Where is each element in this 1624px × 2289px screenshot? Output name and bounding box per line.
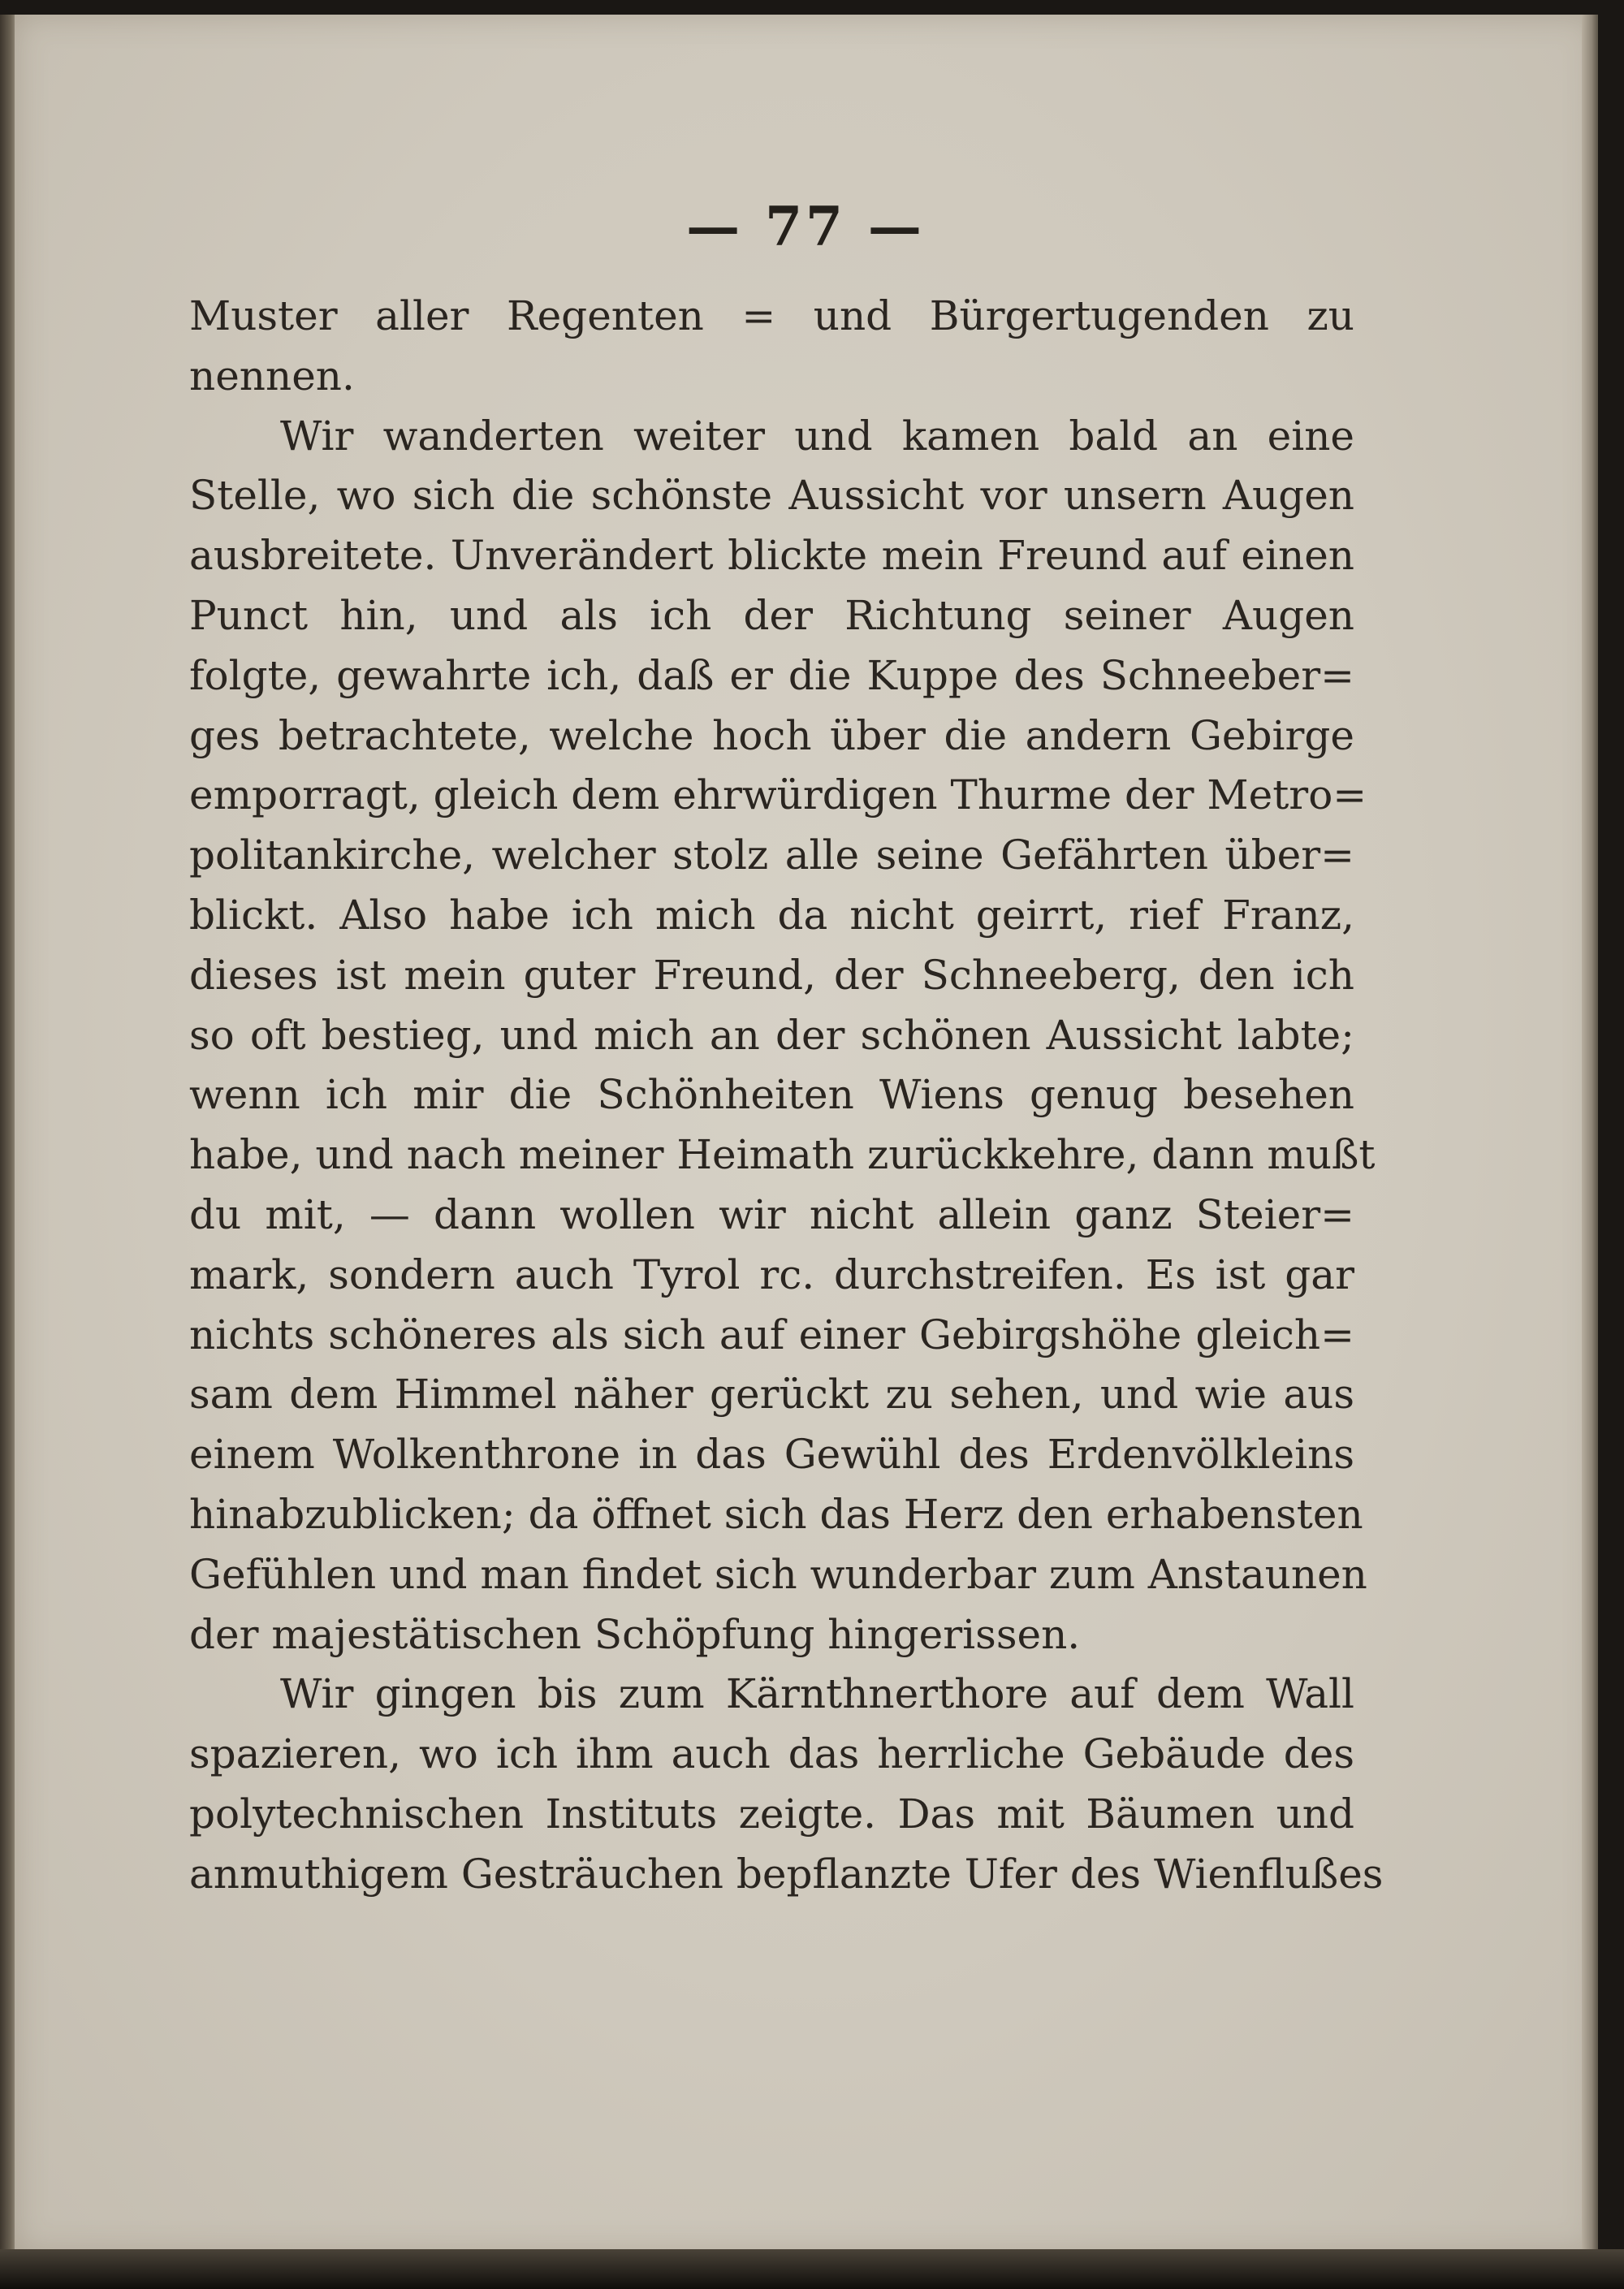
page-edge-right bbox=[1582, 15, 1598, 2254]
text-line: mark, sondern auch Tyrol rc. durchstreifen. Es ist gar bbox=[189, 1250, 1354, 1298]
body-text bbox=[189, 287, 1384, 1905]
text-line: spazieren, wo ich ihm auch das herrliche Gebäude des bbox=[189, 1730, 1354, 1778]
page-number-header: — 77 — bbox=[686, 195, 925, 258]
text-line: so oft bestieg, und mich an der schönen Aussicht labte; bbox=[189, 1011, 1354, 1059]
text-line: Punct hin, und als ich der Richtung seiner Augen bbox=[189, 591, 1354, 639]
scan-bottom-edge bbox=[0, 2249, 1624, 2289]
text-line: ausbreitete. Unverändert blickte mein Freund auf einen bbox=[189, 532, 1354, 580]
text-line: sam dem Himmel näher gerückt zu sehen, und wie aus bbox=[189, 1371, 1354, 1419]
text-line: Wir gingen bis zum Kärnthnerthore auf dem Wall bbox=[280, 1670, 1354, 1718]
text-line: blickt. Also habe ich mich da nicht geirrt, rief Franz, bbox=[189, 891, 1354, 939]
text-line: der majestätischen Schöpfung hingerissen. bbox=[189, 1610, 1081, 1658]
text-line: dieses ist mein guter Freund, der Schneeberg, den ich bbox=[189, 951, 1354, 999]
text-line: Muster aller Regenten = und Bürgertugenden zu bbox=[189, 292, 1354, 339]
text-line: emporragt, gleich dem ehrwürdigen Thurme der Metro= bbox=[189, 771, 1367, 819]
text-line: nennen. bbox=[189, 352, 355, 399]
text-line: du mit, — dann wollen wir nicht allein ganz Steier= bbox=[189, 1190, 1354, 1238]
text-line: Gefühlen und man findet sich wunderbar zum Anstaunen bbox=[189, 1550, 1367, 1598]
text-line: Wir wanderten weiter und kamen bald an eine bbox=[280, 412, 1354, 460]
text-line: einem Wolkenthrone in das Gewühl des Erdenvölkleins bbox=[189, 1431, 1354, 1479]
text-line: nichts schöneres als sich auf einer Gebirgshöhe gleich= bbox=[189, 1311, 1354, 1358]
text-line: politankirche, welcher stolz alle seine Gefährten über= bbox=[189, 831, 1354, 879]
page-paper bbox=[15, 15, 1596, 2254]
text-line: habe, und nach meiner Heimath zurückkehre, dann mußt bbox=[189, 1131, 1376, 1179]
text-line: wenn ich mir die Schönheiten Wiens genug besehen bbox=[189, 1071, 1354, 1119]
text-line: ges betrachtete, welche hoch über die andern Gebirge bbox=[189, 711, 1354, 759]
text-line: Stelle, wo sich die schönste Aussicht vor unsern Augen bbox=[189, 472, 1354, 520]
text-line: folgte, gewahrte ich, daß er die Kuppe des Schneeber= bbox=[189, 651, 1354, 699]
text-line: hinabzublicken; da öffnet sich das Herz den erhabensten bbox=[189, 1490, 1363, 1538]
text-line: polytechnischen Instituts zeigte. Das mit Bäumen und bbox=[189, 1790, 1354, 1838]
text-line: anmuthigem Gesträuchen bepflanzte Ufer des Wienflußes bbox=[189, 1850, 1384, 1898]
